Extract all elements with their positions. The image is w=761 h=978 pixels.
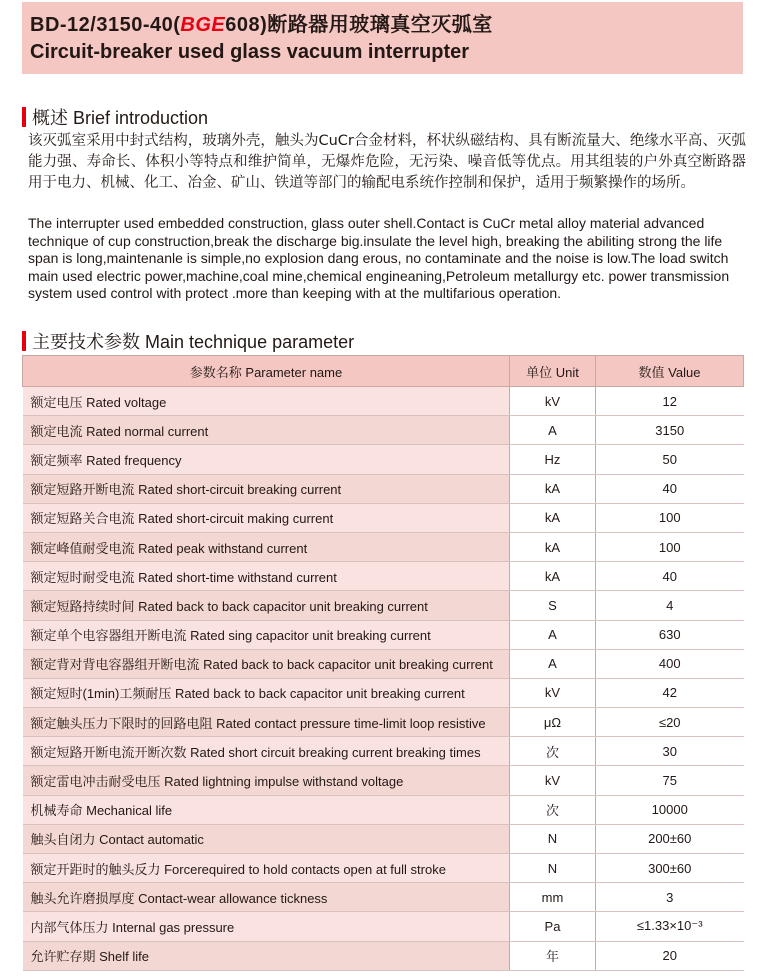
- table-row: [23, 795, 744, 824]
- param-name-cell: 额定峰值耐受电流 Rated peak withstand current: [23, 532, 510, 561]
- intro-heading-text: 概述 Brief introduction: [32, 108, 209, 128]
- param-value-cell: 12: [596, 387, 744, 416]
- param-value-cell: 40: [596, 562, 744, 591]
- param-value-cell: 100: [596, 503, 744, 532]
- param-name-cell: 额定短路开断电流开断次数 Rated short circuit breaking current breaking times: [23, 737, 510, 766]
- table-row: [23, 883, 744, 912]
- section-bar-icon: [22, 107, 26, 127]
- param-name-cell: 内部气体压力 Internal gas pressure: [23, 912, 510, 941]
- column-header-unit: 单位 Unit: [510, 356, 596, 387]
- param-unit-cell: kA: [510, 474, 596, 503]
- title-prefix: BD-12/3150-40(: [30, 14, 181, 36]
- param-unit-cell: kV: [510, 766, 596, 795]
- param-name-cell: 额定触头压力下限时的回路电阻 Rated contact pressure time-limit loop resistive: [23, 708, 510, 737]
- param-name-cell: 触头允许磨损厚度 Contact-wear allowance tickness: [23, 883, 510, 912]
- param-unit-cell: kV: [510, 678, 596, 707]
- table-row: [23, 854, 744, 883]
- param-unit-cell: kV: [510, 387, 596, 416]
- param-unit-cell: kA: [510, 562, 596, 591]
- parameter-table: [22, 355, 744, 971]
- param-name-cell: 额定短路持续时间 Rated back to back capacitor unit breaking current: [23, 591, 510, 620]
- param-value-cell: 10000: [596, 795, 744, 824]
- param-name-cell: 额定频率 Rated frequency: [23, 445, 510, 474]
- param-value-cell: 50: [596, 445, 744, 474]
- param-value-cell: 40: [596, 474, 744, 503]
- param-name-cell: 额定电流 Rated normal current: [23, 416, 510, 445]
- intro-heading: [22, 104, 208, 130]
- param-value-cell: 400: [596, 649, 744, 678]
- param-name-cell: 额定电压 Rated voltage: [23, 387, 510, 416]
- param-unit-cell: A: [510, 649, 596, 678]
- table-header-row: [23, 356, 744, 387]
- param-value-cell: 4: [596, 591, 744, 620]
- param-name-cell: 触头自闭力 Contact automatic: [23, 824, 510, 853]
- table-row: [23, 474, 744, 503]
- param-unit-cell: 年: [510, 941, 596, 970]
- table-row: [23, 532, 744, 561]
- column-header-name: 参数名称 Parameter name: [23, 356, 510, 387]
- param-value-cell: 300±60: [596, 854, 744, 883]
- param-value-cell: ≤20: [596, 708, 744, 737]
- param-unit-cell: A: [510, 416, 596, 445]
- table-row: [23, 941, 744, 970]
- param-unit-cell: Hz: [510, 445, 596, 474]
- param-value-cell: 75: [596, 766, 744, 795]
- table-row: [23, 824, 744, 853]
- table-row: [23, 416, 744, 445]
- param-unit-cell: N: [510, 854, 596, 883]
- param-value-cell: 630: [596, 620, 744, 649]
- param-name-cell: 额定雷电冲击耐受电压 Rated lightning impulse withstand voltage: [23, 766, 510, 795]
- param-value-cell: 200±60: [596, 824, 744, 853]
- table-row: [23, 591, 744, 620]
- param-name-cell: 额定背对背电容器组开断电流 Rated back to back capacitor unit breaking current: [23, 649, 510, 678]
- table-row: [23, 562, 744, 591]
- param-unit-cell: 次: [510, 795, 596, 824]
- param-value-cell: 3150: [596, 416, 744, 445]
- section-bar-icon: [22, 331, 26, 351]
- intro-text-cn: 该灭弧室采用中封式结构，玻璃外壳，触头为CuCr合金材料，杯状纵磁结构、具有断流量大、绝缘水平高、灭弧能力强、寿命长、体积小等特点和维护简单，无爆炸危险，无污染、噪音低等优点。用其组装的户外真空断路器用于电力、机械、化工、冶金、矿山、铁道等部门的输配电系统作控制和保护，适用于频繁操作的场所。: [28, 133, 746, 191]
- table-row: [23, 912, 744, 941]
- column-header-value: 数值 Value: [596, 356, 744, 387]
- table-row: [23, 503, 744, 532]
- param-value-cell: ≤1.33×10⁻³: [596, 912, 744, 941]
- table-row: [23, 649, 744, 678]
- param-name-cell: 额定短时(1min)工频耐压 Rated back to back capacitor unit breaking current: [23, 678, 510, 707]
- table-row: [23, 708, 744, 737]
- params-heading: [22, 328, 354, 354]
- table-body: [23, 387, 744, 971]
- param-name-cell: 额定开距时的触头反力 Forcerequired to hold contacts open at full stroke: [23, 854, 510, 883]
- param-name-cell: 允许贮存期 Shelf life: [23, 941, 510, 970]
- param-value-cell: 20: [596, 941, 744, 970]
- table-row: [23, 766, 744, 795]
- param-name-cell: 额定短路开断电流 Rated short-circuit breaking current: [23, 474, 510, 503]
- table-row: [23, 678, 744, 707]
- params-heading-text: 主要技术参数 Main technique parameter: [32, 332, 355, 352]
- param-unit-cell: μΩ: [510, 708, 596, 737]
- param-unit-cell: N: [510, 824, 596, 853]
- brand-logo: BGE: [180, 14, 226, 36]
- param-unit-cell: 次: [510, 737, 596, 766]
- param-value-cell: 30: [596, 737, 744, 766]
- param-value-cell: 100: [596, 532, 744, 561]
- table-row: [23, 620, 744, 649]
- intro-text-en: The interrupter used embedded construction, glass outer shell.Contact is CuCr metal alloy material advanced technique of cup construction,break the discharge big.insulate the level high, breaking the abiliting strong the life span is long,maintenanle is simple,no explosion dang erous, no contaminate and the noise is low.The load switch main used electric power,machine,coal mine,chemical engineaning,Petroleum metallurgy etc. power transmission system used control with protect .more than keeping with at the multifarious operation.: [28, 215, 730, 301]
- param-name-cell: 机械寿命 Mechanical life: [23, 795, 510, 824]
- param-unit-cell: S: [510, 591, 596, 620]
- table-row: [23, 387, 744, 416]
- param-unit-cell: mm: [510, 883, 596, 912]
- page-title-en: Circuit-breaker used glass vacuum interrupter: [30, 41, 470, 63]
- param-name-cell: 额定短时耐受电流 Rated short-time withstand current: [23, 562, 510, 591]
- page-title-cn: [30, 8, 493, 37]
- param-unit-cell: kA: [510, 503, 596, 532]
- param-value-cell: 42: [596, 678, 744, 707]
- param-value-cell: 3: [596, 883, 744, 912]
- param-unit-cell: A: [510, 620, 596, 649]
- param-name-cell: 额定单个电容器组开断电流 Rated sing capacitor unit breaking current: [23, 620, 510, 649]
- param-unit-cell: kA: [510, 532, 596, 561]
- param-unit-cell: Pa: [510, 912, 596, 941]
- title-suffix: 608)断路器用玻璃真空灭弧室: [225, 14, 493, 36]
- param-name-cell: 额定短路关合电流 Rated short-circuit making current: [23, 503, 510, 532]
- table-row: [23, 445, 744, 474]
- table-row: [23, 737, 744, 766]
